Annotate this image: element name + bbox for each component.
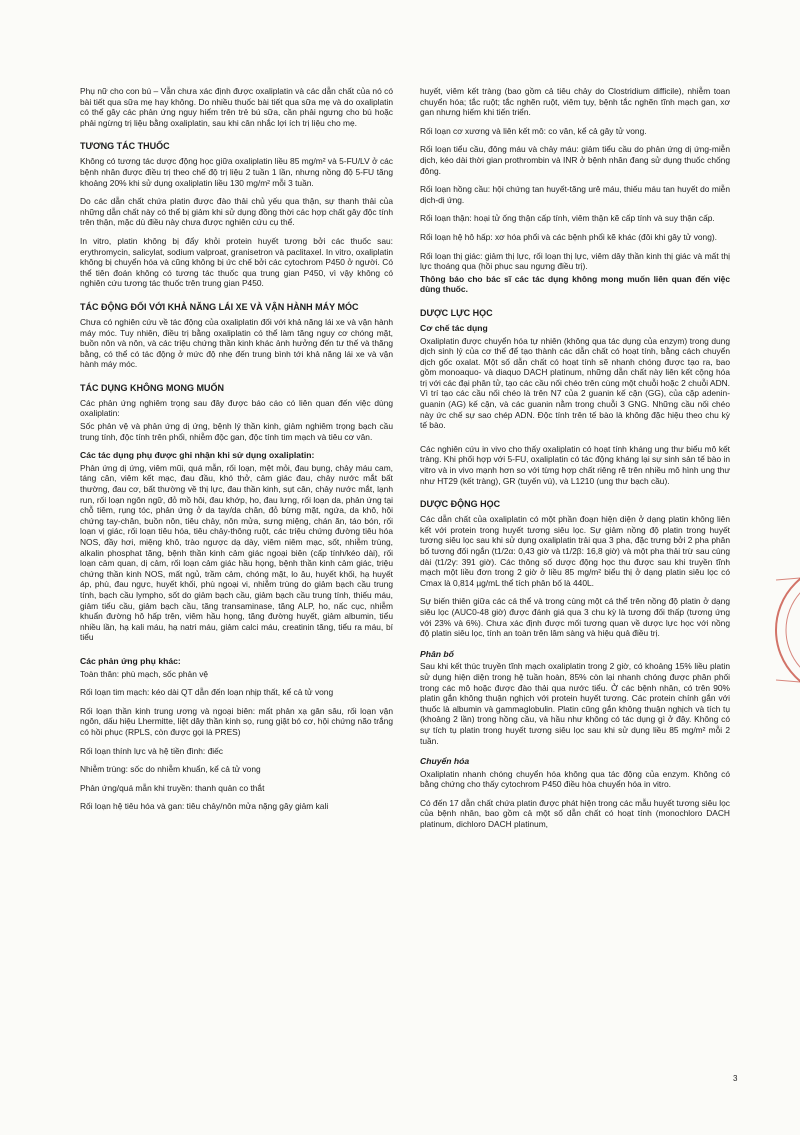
metabolism-paragraph-2: Có đến 17 dẫn chất chứa platin được phát hiện trong các mẫu huyết tương siêu lọc của bệnh nhân, bao gồm cả một số dẫn chất có hoạt tính (monochloro DACH platinum, dichloro DACH platinum, xyxy=(420,797,730,830)
metabolism-paragraph-1: Oxaliplatin nhanh chóng chuyển hóa không qua tác động của enzym. Không có bằng chứng cho thấy cytochrom P450 điều hòa chuyển hóa in vitro. xyxy=(420,768,730,790)
other-effect-3: Rối loạn thần kinh trung ương và ngoại biên: mất phản xạ gân sâu, rối loạn vận ngôn, dấu hiệu Lhermitte, liệt dây thần kinh sọ, rung giật bó cơ, hội chứng não trắng có hồi phục (RPLS, còn được gọi là PRES) xyxy=(80,705,393,737)
distribution-paragraph: Sau khi kết thúc truyền tĩnh mạch oxaliplatin trong 2 giờ, có khoảng 15% liều platin sử dụng hiện diện trong hệ tuần hoàn, 85% còn lại nhanh chóng được phân phối trong các mô hoặc được đào thải qua nước tiểu. Ở các bệnh nhân, có trên 90% platin gắn không thuận nghịch với protein huyết tương. Các protein chính gắn với thuốc là albumin và gammaglobulin. Platin cũng gắn không thuận nghịch và tích tụ (khoảng 2 lần) trong hồng cầu, và hầu như không có tác dụng gì ở đây. Không có sự tích tụ platin trong huyết tương siêu lọc sau khi sử dụng liều 85 mg/m² mỗi 2 tuần. xyxy=(420,661,730,746)
distribution-heading: Phân bố xyxy=(420,648,454,659)
right-paragraph-1: huyết, viêm kết tràng (bao gồm cả tiêu chảy do Clostridium difficile), nhiễm toan chuyển hóa; tắc ruột; tắc nghẽn ruột, viêm tụy, bệnh tắc nghẽn tĩnh mạch gan, xơ gan nhưng hiếm khi tiến triển. xyxy=(420,86,730,118)
nursing-paragraph: Phụ nữ cho con bú – Vẫn chưa xác định được oxaliplatin và các dẫn chất của nó có bài tiết qua sữa mẹ hay không. Do nhiều thuốc bài tiết qua sữa mẹ và do oxaliplatin có thể gây các phản ứng nguy hiểm trên trẻ bú sữa, cần phải ngưng cho bú hoặc phải ngừng trị liệu bằng oxaliplatin, sau khi cân nhắc lợi ích trị liệu cho mẹ. xyxy=(80,86,393,128)
stamp-icon xyxy=(772,520,800,740)
right-paragraph-3: Rối loạn tiểu cầu, đông máu và chảy máu: giảm tiểu cầu do phản ứng dị ứng-miễn dịch, kéo dài thời gian prothrombin và INR ở bệnh nhân đang sử dụng thuốc chống đông. xyxy=(420,144,730,176)
other-effect-6: Phản ứng/quá mẫn khi truyền: thanh quản co thắt xyxy=(80,782,265,793)
pharmacodynamics-paragraph-2: Các nghiên cứu in vivo cho thấy oxaliplatin có hoạt tính kháng ung thư biểu mô kết tràng. Khi phối hợp với 5-FU, oxaliplatin có tác động kháng lại sự sinh sản tế bào in vitro và in vivo mạnh hơn so với từng hợp chất riêng rẽ trên nhiều mô hình ung thư như HT29 (kết tràng), GR (tuyến vú), và L1210 (ung thư bạch cầu). xyxy=(420,443,730,486)
other-effect-7: Rối loạn hệ tiêu hóa và gan: tiêu chảy/nôn mửa nặng gây giảm kali xyxy=(80,801,329,812)
interaction-paragraph-3: In vitro, platin không bị đẩy khỏi protein huyết tương bởi các thuốc sau: erythromycin, salicylat, sodium valproat, granisetron và paclitaxel. In vitro, oxaliplatin không bị chuyển hóa và cũng không bị ức chế bởi các cytochrom P450 ở người. Có thể tiên đoán không có tương tác thuốc qua trung gian P450, vì vậy không có nghiên cứu tương tác thuốc trên trung gian P450. xyxy=(80,235,393,289)
interaction-paragraph-2: Do các dẫn chất chứa platin được đào thải chủ yếu qua thận, sự thanh thải của những dẫn chất này có thể bị giảm khi sử dụng đồng thời các hợp chất gây độc tính trên thận, mặc dù điều này chưa được nghiên cứu cụ thể. xyxy=(80,196,393,228)
adverse-paragraph-1: Các phản ứng nghiêm trọng sau đây được báo cáo có liên quan đến việc dùng oxaliplatin: xyxy=(80,397,393,419)
interaction-heading: TƯƠNG TÁC THUỐC xyxy=(80,141,170,152)
other-effect-1: Toàn thân: phù mạch, sốc phản vệ xyxy=(80,668,209,679)
right-paragraph-5: Rối loạn thận: hoại tử ống thận cấp tính, viêm thận kẽ cấp tính và suy thận cấp. xyxy=(420,213,715,224)
red-stamp-fragment xyxy=(772,520,800,740)
right-paragraph-2: Rối loạn cơ xương và liên kết mô: co vân, kể cả gây tử vong. xyxy=(420,125,647,136)
other-effect-4: Rối loạn thính lực và hệ tiền đình: điếc xyxy=(80,745,223,756)
right-paragraph-4: Rối loạn hồng cầu: hội chứng tan huyết-tăng urê máu, thiếu máu tan huyết do miễn dịch-dị ứng. xyxy=(420,184,730,205)
pharmacokinetics-paragraph-2: Sự biến thiên giữa các cá thể và trong cùng một cá thể trên nồng độ platin ở dạng siêu lọc (AUC0-48 giờ) được đánh giá qua 3 chu kỳ là tương đối thấp (tương ứng với 23% và 6%). Chưa xác định được mối tương quan về dược lực học với nồng độ platin siêu lọc, tính an toàn trên lâm sàng và hiệu quả điều trị. xyxy=(420,596,730,639)
other-effects-heading: Các phản ứng phụ khác: xyxy=(80,655,181,666)
other-effect-2: Rối loạn tim mạch: kéo dài QT dẫn đến loạn nhịp thất, kể cả tử vong xyxy=(80,687,334,698)
right-column xyxy=(420,86,730,838)
interaction-paragraph-1: Không có tương tác dược động học giữa oxaliplatin liều 85 mg/m² và 5-FU/LV ở các bệnh nhân được điều trị theo chế độ trị liệu 2 tuần 1 lần, nhưng nồng độ 5-FU tăng khoảng 20% khi sử dụng oxaliplatin liều 130 mg/m² mỗi 3 tuần. xyxy=(80,156,393,188)
pharmacodynamics-heading: DƯỢC LỰC HỌC xyxy=(420,307,493,318)
right-paragraph-6: Rối loạn hệ hô hấp: xơ hóa phổi và các bệnh phổi kẽ khác (đôi khi gây tử vong). xyxy=(420,231,717,242)
adverse-heading: TÁC DỤNG KHÔNG MONG MUỐN xyxy=(80,382,224,393)
driving-paragraph: Chưa có nghiên cứu về tác động của oxaliplatin đối với khả năng lái xe và vận hành máy móc. Tuy nhiên, điều trị bằng oxaliplatin có thể làm tăng nguy cơ chóng mặt, buồn nôn và nôn, và các triệu chứng thần kinh khác ảnh hưởng đến tư thế và thăng bằng, có thể có tác động ở mức độ nhẹ đến trung bình tới khả năng lái xe và vận hành máy móc. xyxy=(80,316,393,370)
metabolism-heading: Chuyển hóa xyxy=(420,756,470,767)
recorded-effects-paragraph: Phản ứng dị ứng, viêm mũi, quá mẫn, rối loạn, mệt mỏi, đau bụng, chảy máu cam, táng cân, viêm kết mạc, đau đầu, khó thở, cảm giác đau, chảy nước mắt bất thường, đau cơ, bất thường về thị lực, đau thần kinh, sụt cân, chảy nước mắt, lạnh run, rối loạn ngôn ngữ, đỏ mồ hôi, đau khớp, ho, đau lưng, rối loạn da, phản ứng tại chỗ tiêm, rụng tóc, phản ứng ở da tay/da chân, đỏ bừng mặt, ngứa, da khô, hội chứng tay-chân, buồn nôn, tiêu chảy, nôn mửa, sưng miệng, chán ăn, táo bón, rối loạn vị giác, rối loạn tiêu hóa, tiêu chảy-thông ruột, các triệu chứng đường tiêu hóa NOS, đầy hơi, miệng khô, trào ngược dạ dày, viêm niêm mạc, sốt, nhiễm trùng, alkalin phosphat tăng, bệnh thần kinh cảm giác ngoại biên (cấp tính/kéo dài), rối loạn cảm quan, dị cảm, rối loạn cảm giác hầu họng, bệnh thần kinh cảm giác, triệu chứng thần kinh NOS, mất ngủ, trầm cảm, chóng mặt, lo âu, huyết khối, hạ huyết áp, phù, đau ngực, huyết khối, phù ngoại vi, nhiễm trùng do giảm bạch cầu trung tính, bạch cầu lympho, sốt do giảm bạch cầu, giảm bạch cầu trung tính, thiếu máu, giảm tiểu cầu, giảm bạch cầu, tăng transaminase, tăng ALP, ho, nấc cục, nhiễm khuẩn đường hô hấp trên, viêm hầu họng, tăng đường huyết, giảm albumin, tiểu nhiều lần, hạ kali máu, hạ natri máu, giảm calci máu, creatinin tăng, tiểu ra máu, bí tiểu xyxy=(80,462,393,643)
mechanism-heading: Cơ chế tác dụng xyxy=(420,322,488,333)
notify-doctor-paragraph: Thông báo cho bác sĩ các tác dụng không mong muốn liên quan đến việc dùng thuốc. xyxy=(420,273,730,295)
recorded-effects-heading: Các tác dụng phụ được ghi nhận khi sử dụng oxaliplatin: xyxy=(80,450,315,461)
driving-heading: TÁC ĐỘNG ĐỐI VỚI KHẢ NĂNG LÁI XE VÀ VẬN HÀNH MÁY MÓC xyxy=(80,301,359,312)
pharmacokinetics-paragraph-1: Các dẫn chất của oxaliplatin có một phần đoạn hiện diện ở dạng platin không liên kết với protein trong huyết tương siêu lọc. Sự giảm nồng độ platin trong huyết tương siêu lọc sau khi sử dụng oxaliplatin trải qua 3 pha, đặc trưng bởi 2 pha phân bố tương đối ngắn (t1/2α: 0,43 giờ và t1/2β: 16,8 giờ) và một pha thải trừ sau cùng dài (t1/2γ: 391 giờ). Các thông số dược động học thu được sau khi truyền tĩnh mạch một liều đơn trong 2 giờ ở liều 85 mg/m² biểu thị ở dạng platin siêu lọc có Cmax là 0,814 µg/mL thể tích phân bố là 440L. xyxy=(420,514,730,588)
right-paragraph-7: Rối loạn thị giác: giảm thị lực, rối loạn thị lực, viêm dây thần kinh thị giác và mất thị lực thoáng qua (hồi phục sau ngưng điều trị). xyxy=(420,250,730,272)
other-effect-5: Nhiễm trùng: sốc do nhiễm khuẩn, kể cả tử vong xyxy=(80,764,261,775)
adverse-paragraph-2: Sốc phản vệ và phản ứng dị ứng, bệnh lý thần kinh, giảm nghiêm trọng bạch cầu trung tính, độc tính trên phổi, nhiễm độc gan, độc tính tim mạch và tiêu cơ vân. xyxy=(80,421,393,442)
page-number: 3 xyxy=(733,1074,738,1083)
pharmacodynamics-paragraph-1: Oxaliplatin được chuyển hóa tự nhiên (không qua tác dụng của enzym) trong dung dịch sinh lý của cơ thể để tạo thành các dẫn chất có hoạt tính, bằng cách chuyển dịch gốc oxalat. Một số dẫn chất có hoạt tính sẽ nhanh chóng được tạo ra, bao gồm monoaquo- và diaquo DACH platinum, những dẫn chất này liên kết cộng hóa trị với các đại phân tử, tạo các cầu nối chéo trên cùng một chuỗi hoặc 2 chuỗi ADN. Vì trí tạo các cầu nối chéo là trên N7 của 2 guanin kế cận (GG), của cặp adenin-guanin (AG) kế cận, và các guanin nằm trong chuỗi 3 GNG. Những cầu nối chéo này ức chế sự sao chép ADN. Độc tính trên tế bào là không đặc hiệu theo chu kỳ tế bào. xyxy=(420,335,730,431)
left-column xyxy=(80,86,393,820)
pharmacokinetics-heading: DƯỢC ĐỘNG HỌC xyxy=(420,499,501,510)
